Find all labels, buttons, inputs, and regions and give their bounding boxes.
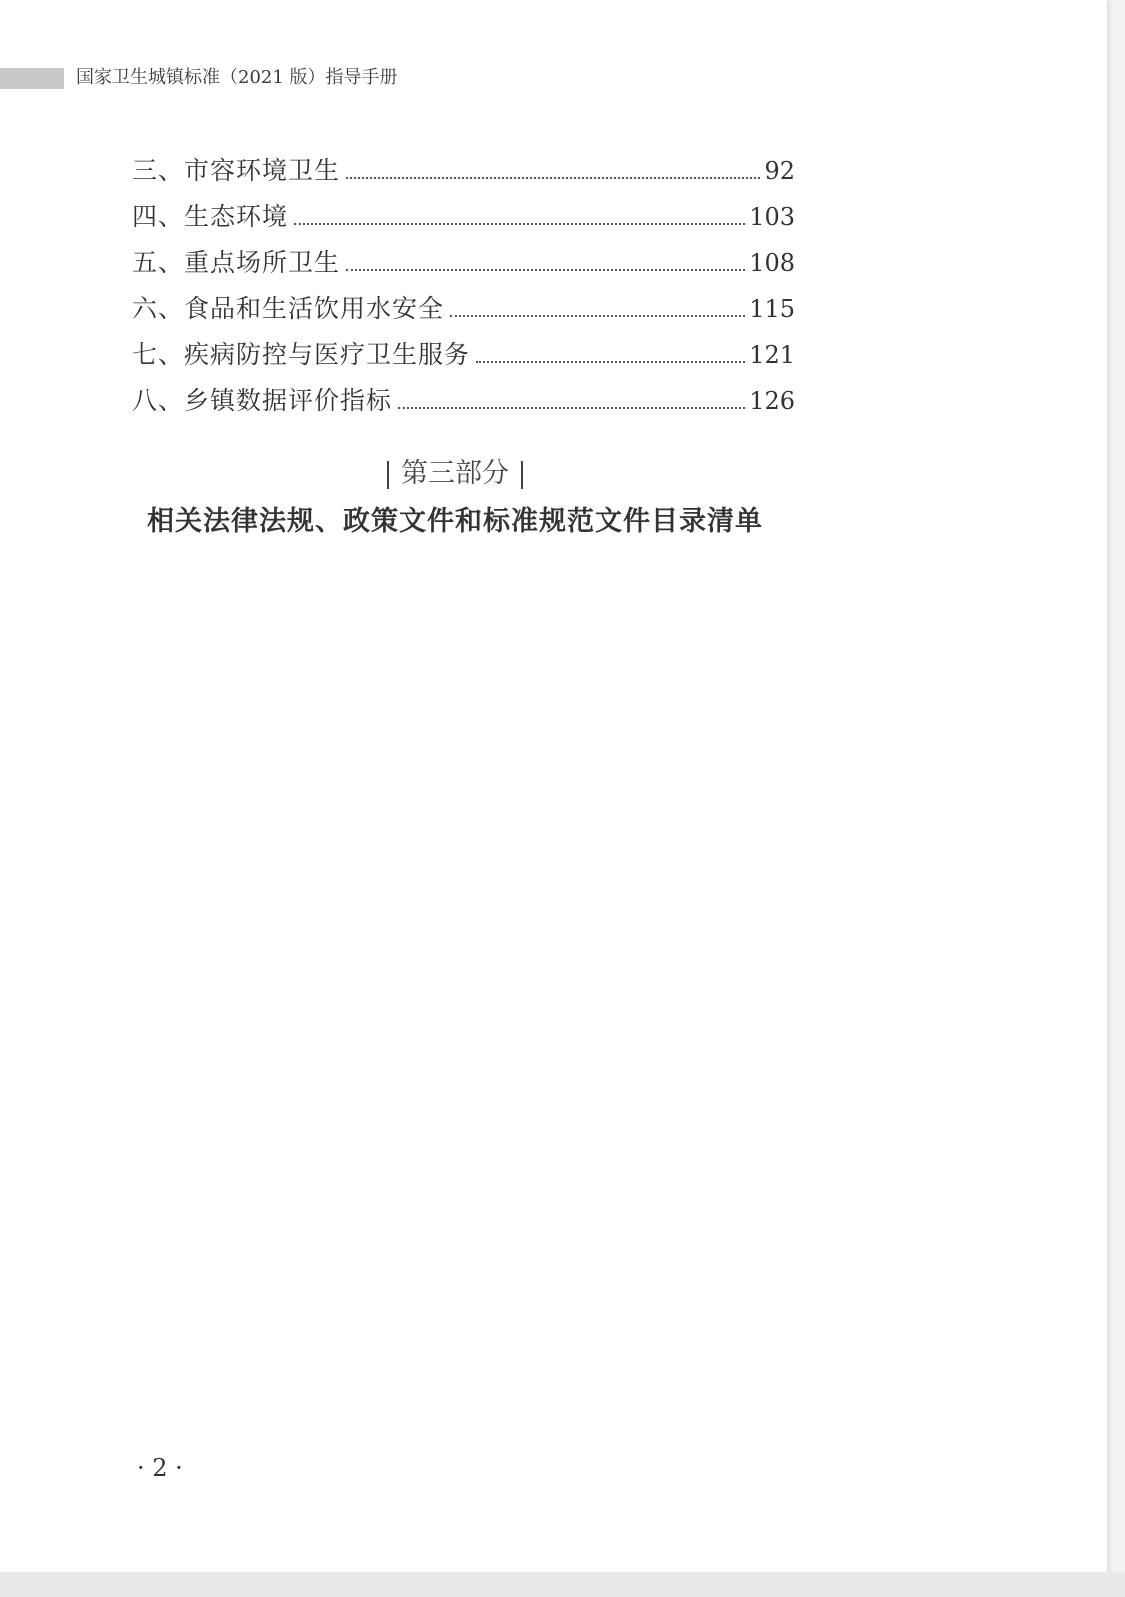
toc-leader-dots <box>346 269 745 271</box>
toc-leader-dots <box>450 315 745 317</box>
toc-entry-label: 七、疾病防控与医疗卫生服务 <box>132 340 471 369</box>
toc-entry[interactable] <box>132 152 795 198</box>
running-header-title: 国家卫生城镇标准（2021 版）指导手册 <box>76 67 398 88</box>
part-title[interactable]: 相关法律法规、政策文件和标准规范文件目录清单 <box>147 506 763 537</box>
toc-entry-page: 115 <box>749 295 795 323</box>
toc-entry-page: 108 <box>749 249 795 277</box>
page-number: · 2 · <box>137 1454 183 1482</box>
toc-entry[interactable] <box>132 336 795 382</box>
toc-entry[interactable] <box>132 382 795 428</box>
page-bottom-edge <box>0 1572 1125 1597</box>
toc-entry-label: 八、乡镇数据评价指标 <box>132 386 393 415</box>
part-heading-right-bar <box>521 461 523 489</box>
toc-entry-label: 三、市容环境卫生 <box>132 156 341 185</box>
part-heading <box>0 454 910 494</box>
toc-entry[interactable] <box>132 290 795 336</box>
table-of-contents <box>132 152 795 428</box>
toc-entry-page: 92 <box>764 157 795 185</box>
toc-entry-page: 126 <box>749 387 795 415</box>
header-accent-bar <box>0 68 64 89</box>
toc-entry[interactable] <box>132 198 795 244</box>
toc-entry-page: 103 <box>749 203 795 231</box>
toc-leader-dots <box>346 177 760 179</box>
toc-leader-dots <box>398 407 745 409</box>
toc-entry-label: 五、重点场所卫生 <box>132 248 341 277</box>
toc-leader-dots <box>294 223 745 225</box>
toc-entry-page: 121 <box>749 341 795 369</box>
toc-entry[interactable] <box>132 244 795 290</box>
toc-entry-label: 四、生态环境 <box>132 202 289 231</box>
toc-leader-dots <box>476 361 745 363</box>
toc-entry-label: 六、食品和生活饮用水安全 <box>132 294 445 323</box>
part-heading-left-bar <box>387 461 389 489</box>
part-heading-label: 第三部分 <box>401 458 509 489</box>
